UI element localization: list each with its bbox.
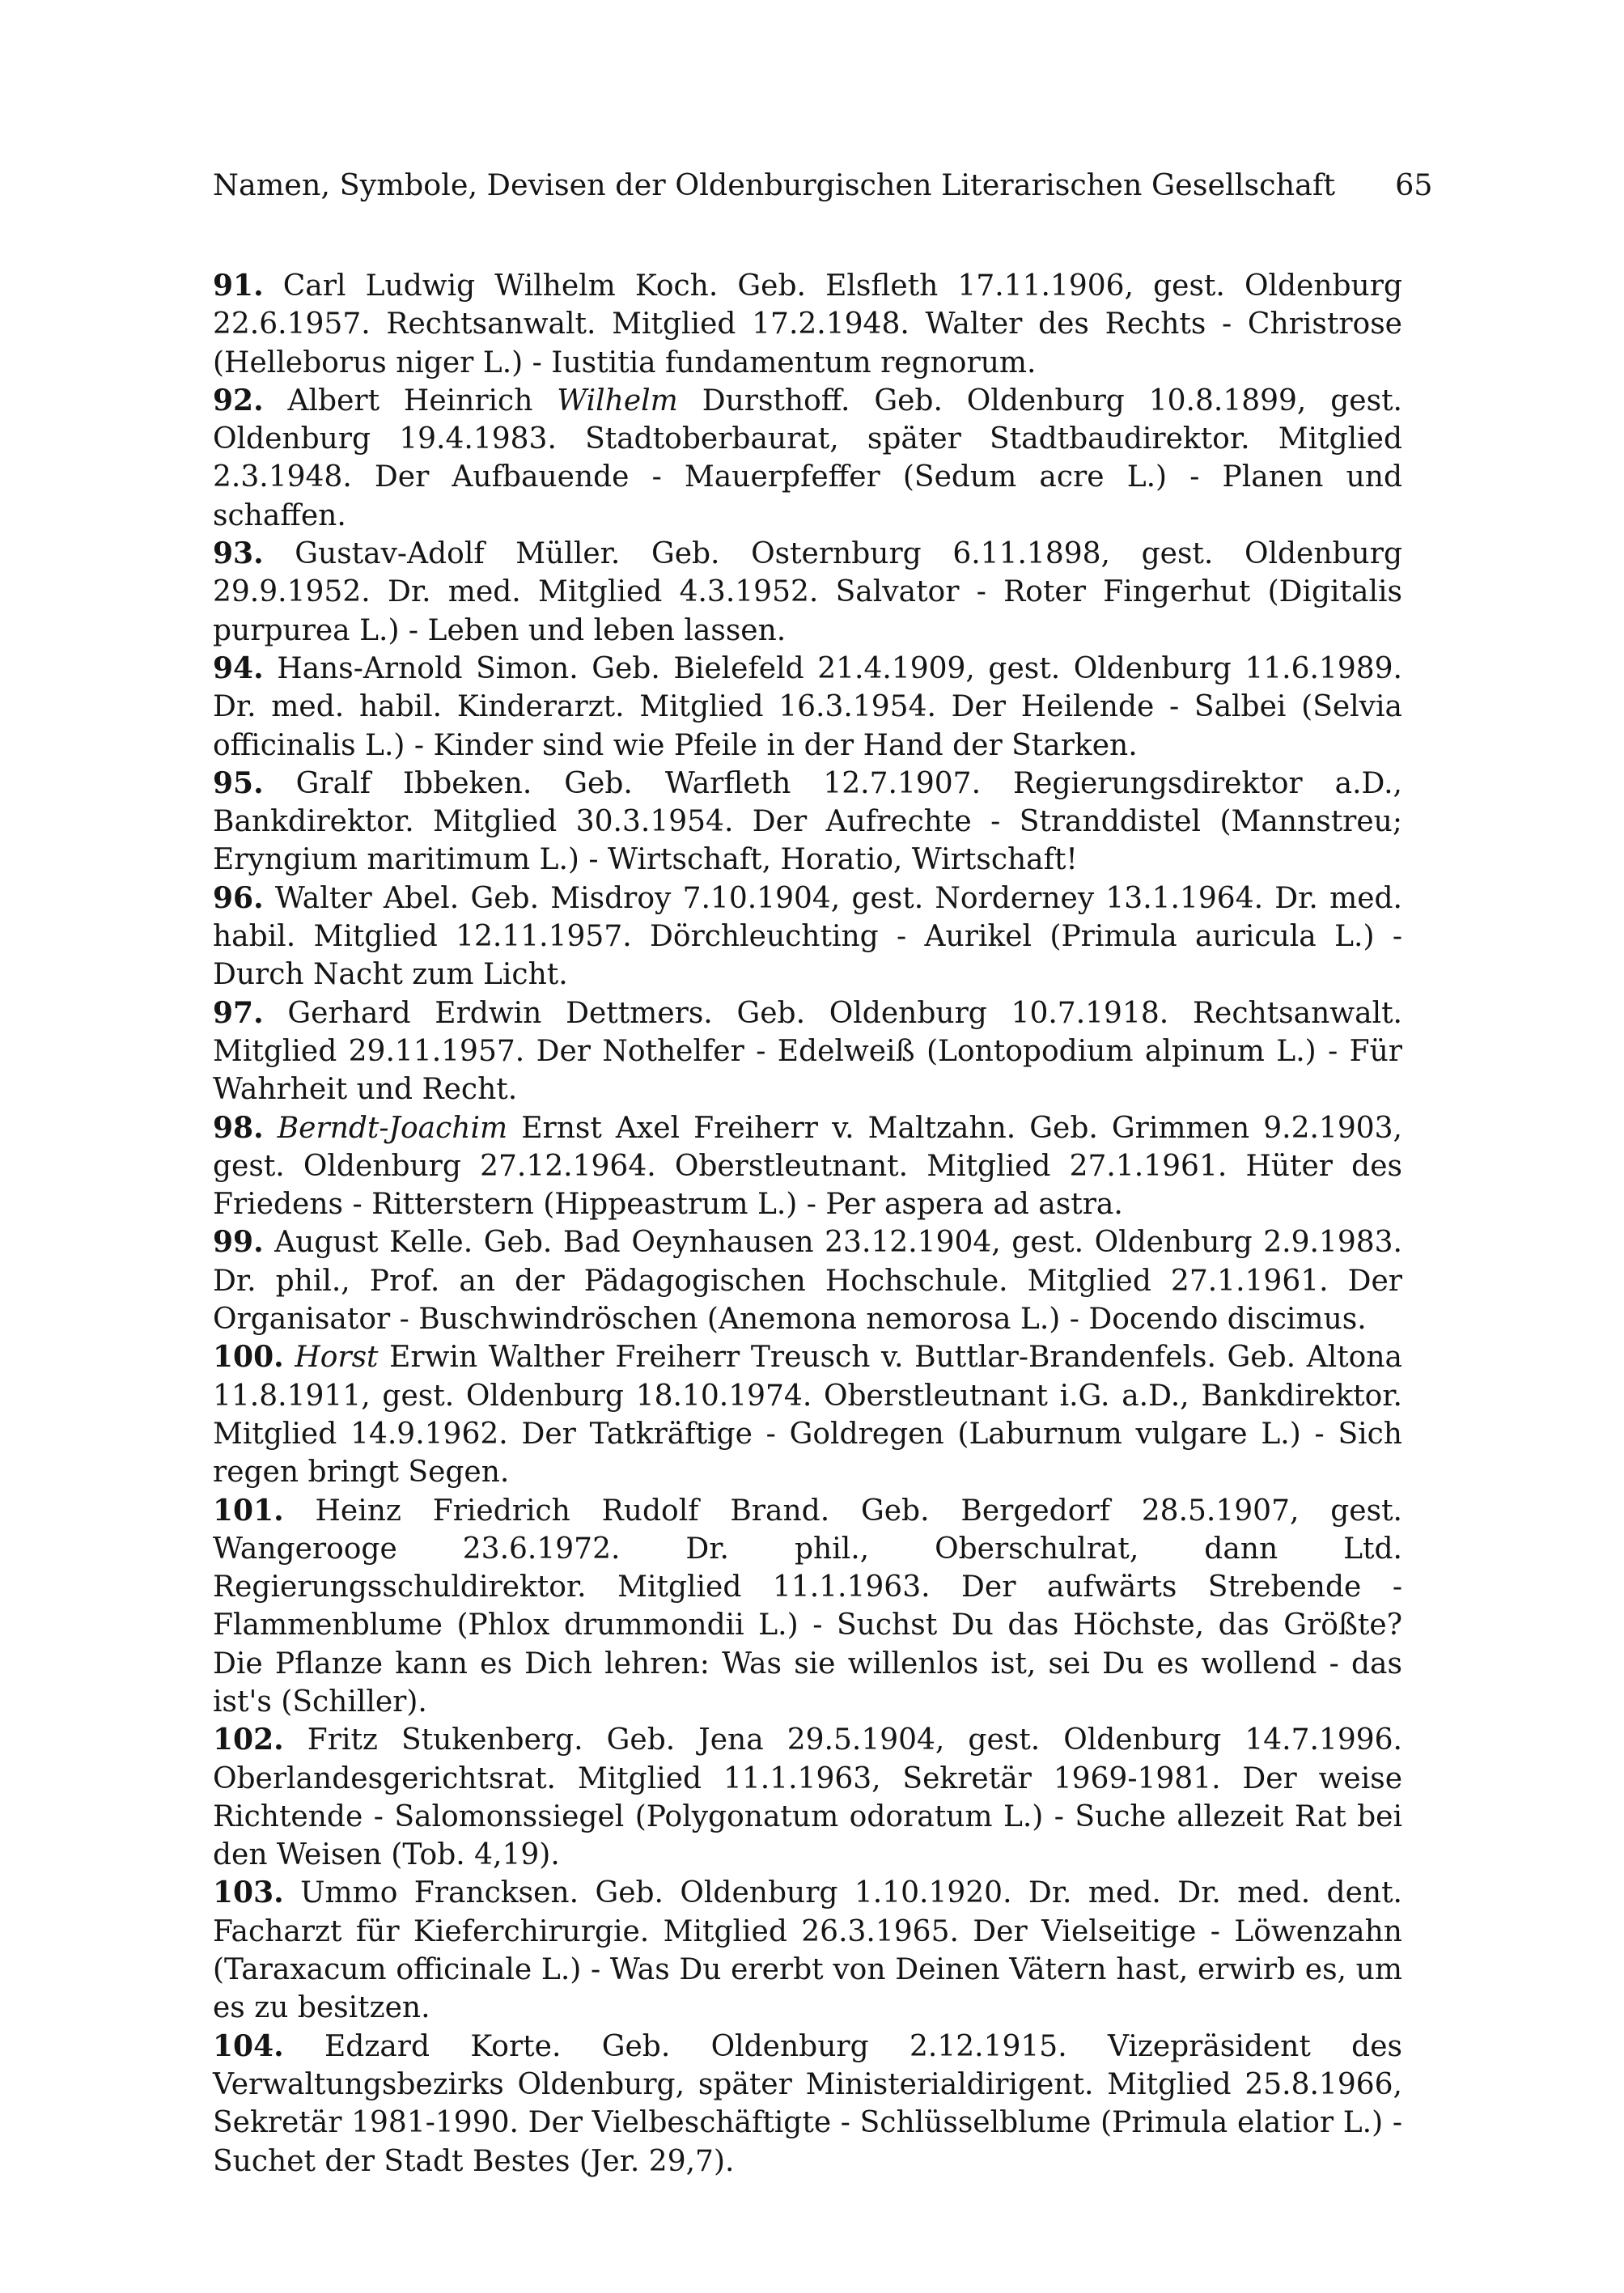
entry-102 xyxy=(213,1721,1402,1874)
entry-92 xyxy=(213,382,1402,535)
entry-number: 97. xyxy=(213,995,264,1030)
entry-text: Hans-Arnold Simon. Geb. Bielefeld 21.4.1909, gest. Oldenburg 11.6.1989. Dr. med. habil. Kinderarzt. Mitglied 16.3.1954. Der Heilende - Salbei (Selvia officinalis L.) - Kinder sind wie Pfeile in der Hand der Starken. xyxy=(213,651,1402,762)
running-header xyxy=(213,167,1433,213)
entry-95 xyxy=(213,765,1402,879)
entry-text-before: Albert Heinrich xyxy=(287,384,533,417)
entry-text: Ernst Axel Freiherr v. Maltzahn. Geb. Grimmen 9.2.1903, gest. Oldenburg 27.12.1964. Oberstleutnant. Mitglied 27.1.1961. Hüter des Friedens - Ritterstern (Hippeastrum L.) - Per aspera ad astra. xyxy=(213,1111,1402,1222)
entry-103 xyxy=(213,1874,1402,2027)
entry-text: Walter Abel. Geb. Misdroy 7.10.1904, gest. Norderney 13.1.1964. Dr. med. habil. Mitglied 12.11.1957. Dörchleuchting - Aurikel (Primula auricula L.) - Durch Nacht zum Licht. xyxy=(213,881,1402,992)
entry-number: 95. xyxy=(213,765,264,800)
entry-number: 98. xyxy=(213,1110,264,1145)
entry-94 xyxy=(213,650,1402,765)
entry-91 xyxy=(213,267,1402,382)
page-number: 65 xyxy=(1395,167,1433,202)
entry-number: 91. xyxy=(213,269,264,303)
entry-number: 104. xyxy=(213,2028,284,2063)
entry-number: 100. xyxy=(213,1340,284,1375)
entry-101 xyxy=(213,1492,1402,1722)
entry-number: 103. xyxy=(213,1876,284,1910)
entry-text: Gustav-Adolf Müller. Geb. Osternburg 6.11.1898, gest. Oldenburg 29.9.1952. Dr. med. Mitglied 4.3.1952. Salvator - Roter Fingerhut (Digitalis purpurea L.) - Leben und leben lassen. xyxy=(213,537,1402,647)
entry-italic-name: Berndt-Joachim xyxy=(277,1111,508,1145)
entry-text: Edzard Korte. Geb. Oldenburg 2.12.1915. Vizepräsident des Verwaltungsbezirks Oldenburg, später Ministerialdirigent. Mitglied 25.8.1966, Sekretär 1981-1990. Der Vielbeschäftigte - Schlüsselblume (Primula elatior L.) - Suchet der Stadt Bestes (Jer. 29,7). xyxy=(213,2029,1402,2178)
entry-text: Gerhard Erdwin Dettmers. Geb. Oldenburg 10.7.1918. Rechtsanwalt. Mitglied 29.11.1957. Der Nothelfer - Edelweiß (Lontopodium alpinum L.) - Für Wahrheit und Recht. xyxy=(213,996,1403,1107)
entry-93 xyxy=(213,535,1402,650)
entry-italic-name: Horst xyxy=(295,1341,379,1375)
entry-99 xyxy=(213,1223,1402,1338)
entry-text: August Kelle. Geb. Bad Oeynhausen 23.12.1904, gest. Oldenburg 2.9.1983. Dr. phil., Prof. an der Pädagogischen Hochschule. Mitglied 27.1.1961. Der Organisator - Buschwindröschen (Anemona nemorosa L.) - Docendo discimus. xyxy=(213,1226,1402,1337)
entry-number: 94. xyxy=(213,651,264,685)
entry-number: 99. xyxy=(213,1225,264,1260)
member-entries xyxy=(213,267,1402,2181)
entry-96 xyxy=(213,879,1402,994)
entry-97 xyxy=(213,994,1402,1109)
book-page xyxy=(213,0,1433,2293)
entry-number: 92. xyxy=(213,383,264,417)
entry-text: Carl Ludwig Wilhelm Koch. Geb. Elsfleth 17.11.1906, gest. Oldenburg 22.6.1957. Rechtsanwalt. Mitglied 17.2.1948. Walter des Rechts - Christrose (Helleborus niger L.) - Iustitia fundamentum regnorum. xyxy=(213,269,1402,379)
entry-number: 93. xyxy=(213,536,264,571)
entry-text: Ummo Francksen. Geb. Oldenburg 1.10.1920. Dr. med. Dr. med. dent. Facharzt für Kieferchirurgie. Mitglied 26.3.1965. Der Vielseitige - Löwenzahn (Taraxacum officinale L.) - Was Du ererbt von Deinen Vätern hast, erwirb es, um es zu besitzen. xyxy=(213,1876,1402,2025)
entry-text: Dursthoff. Geb. Oldenburg 10.8.1899, gest. Oldenburg 19.4.1983. Stadtoberbaurat, später Stadtbaudirektor. Mitglied 2.3.1948. Der Aufbauende - Mauerpfeffer (Sedum acre L.) - Planen und schaffen. xyxy=(213,384,1402,532)
entry-100 xyxy=(213,1338,1402,1491)
entry-number: 102. xyxy=(213,1723,284,1757)
entry-text: Gralf Ibbeken. Geb. Warfleth 12.7.1907. Regierungsdirektor a.D., Bankdirektor. Mitglied 30.3.1954. Der Aufrechte - Stranddistel (Mannstreu; Eryngium maritimum L.) - Wirtschaft, Horatio, Wirtschaft! xyxy=(213,766,1403,877)
entry-104 xyxy=(213,2028,1402,2181)
entry-number: 96. xyxy=(213,880,264,915)
entry-98 xyxy=(213,1109,1402,1224)
entry-text: Erwin Walther Freiherr Treusch v. Buttlar-Brandenfels. Geb. Altona 11.8.1911, gest. Oldenburg 18.10.1974. Oberstleutnant i.G. a.D., Bankdirektor. Mitglied 14.9.1962. Der Tatkräftige - Goldregen (Laburnum vulgare L.) - Sich regen bringt Segen. xyxy=(213,1341,1402,1490)
entry-italic-name: Wilhelm xyxy=(557,384,678,417)
entry-text: Fritz Stukenberg. Geb. Jena 29.5.1904, gest. Oldenburg 14.7.1996. Oberlandesgerichtsrat. Mitglied 11.1.1963, Sekretär 1969-1981. Der weise Richtende - Salomonssiegel (Polygonatum odoratum L.) - Suche allezeit Rat bei den Weisen (Tob. 4,19). xyxy=(213,1723,1402,1872)
entry-text: Heinz Friedrich Rudolf Brand. Geb. Bergedorf 28.5.1907, gest. Wangerooge 23.6.1972. Dr. phil., Oberschulrat, dann Ltd. Regierungsschuldirektor. Mitglied 11.1.1963. Der aufwärts Strebende - Flammenblume (Phlox drummondii L.) - Suchst Du das Höchste, das Größte? Die Pflanze kann es Dich lehren: Was sie willenlos ist, sei Du es wollend - das ist's (Schiller). xyxy=(213,1494,1402,1719)
entry-number: 101. xyxy=(213,1493,284,1528)
header-title: Namen, Symbole, Devisen der Oldenburgischen Literarischen Gesellschaft xyxy=(213,167,1336,202)
